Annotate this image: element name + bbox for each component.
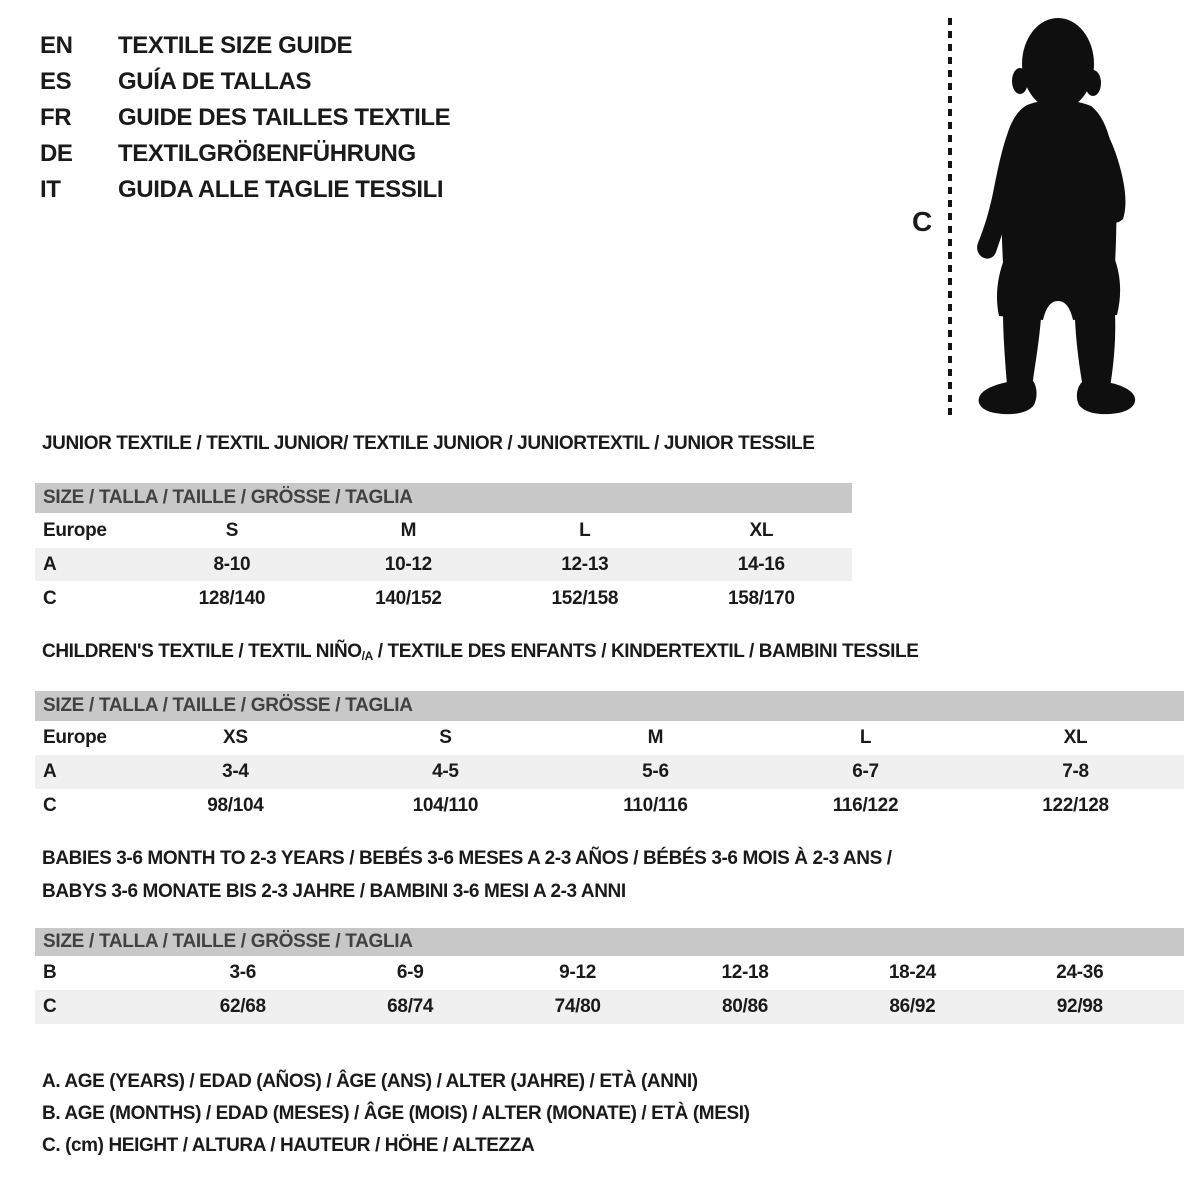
table-cell: 3-4 <box>222 761 249 782</box>
table-cell: 3-6 <box>229 962 257 983</box>
babies-section-title-line2: BABYS 3-6 MONATE BIS 2-3 JAHRE / BAMBINI 3-6 MESI A 2-3 ANNI <box>42 881 626 902</box>
table-cell: 4-5 <box>432 761 459 782</box>
toddler-silhouette-icon <box>965 15 1143 420</box>
table-cell: 74/80 <box>554 996 601 1017</box>
table-cell: 24-36 <box>1056 962 1104 983</box>
table-cell: 12-13 <box>561 553 609 575</box>
table-cell: 18-24 <box>888 962 936 983</box>
table-row <box>35 789 1184 823</box>
language-code: ES <box>40 68 72 95</box>
table-cell: 110/116 <box>623 795 688 816</box>
language-title: GUIDA ALLE TAGLIE TESSILI <box>118 176 444 203</box>
table-cell: L <box>859 727 872 748</box>
row-label: A <box>43 761 57 782</box>
table-cell: 140/152 <box>375 587 442 609</box>
language-row <box>40 64 450 100</box>
table-cell: 6-7 <box>852 761 879 782</box>
language-title: TEXTILE SIZE GUIDE <box>118 32 353 59</box>
language-row <box>40 100 450 136</box>
row-label: C <box>43 587 57 609</box>
table-cell: 62/68 <box>219 996 266 1017</box>
table-cell: 80/86 <box>721 996 769 1017</box>
table-row <box>35 990 1184 1024</box>
table-cell: 122/128 <box>1042 795 1109 816</box>
junior-section-title: JUNIOR TEXTILE / TEXTIL JUNIOR/ TEXTILE JUNIOR / JUNIORTEXTIL / JUNIOR TESSILE <box>42 433 815 454</box>
table-cell: XS <box>223 727 248 748</box>
table-cell: 128/140 <box>198 587 266 609</box>
height-dashed-line <box>948 18 952 418</box>
children-title-suffix: / TEXTILE DES ENFANTS / KINDERTEXTIL / BAMBINI TESSILE <box>372 641 919 662</box>
table-cell: M <box>647 727 664 748</box>
table-cell: 6-9 <box>396 962 424 983</box>
row-label: Europe <box>43 727 107 748</box>
language-title: GUÍA DE TALLAS <box>118 68 312 95</box>
table-cell: 10-12 <box>384 553 432 575</box>
table-cell: 9-12 <box>559 962 596 983</box>
language-row <box>40 172 450 208</box>
row-label: C <box>43 996 57 1017</box>
table-cell: 98/104 <box>207 795 264 816</box>
footnote-b: B. AGE (MONTHS) / EDAD (MESES) / ÂGE (MOIS) / ALTER (MONATE) / ETÀ (MESI) <box>42 1103 750 1124</box>
table-cell: 116/122 <box>832 795 899 816</box>
table-cell: 14-16 <box>737 553 785 575</box>
table-cell: S <box>439 727 452 748</box>
children-title-prefix: CHILDREN'S TEXTILE / TEXTIL NIÑO <box>42 641 362 662</box>
table-cell: 152/158 <box>551 587 619 609</box>
language-code: IT <box>40 176 61 203</box>
language-code: DE <box>40 140 73 167</box>
babies-section-title-line1: BABIES 3-6 MONTH TO 2-3 YEARS / BEBÉS 3-6 MESES A 2-3 AÑOS / BÉBÉS 3-6 MOIS À 2-3 ANS / <box>42 848 892 869</box>
row-label: A <box>43 553 57 575</box>
children-section-title <box>42 641 918 663</box>
height-label-c: C <box>912 206 933 237</box>
table-cell: 5-6 <box>642 761 669 782</box>
language-title: GUIDE DES TAILLES TEXTILE <box>118 104 451 131</box>
language-row <box>40 136 450 172</box>
table-row <box>35 956 1184 990</box>
table-row <box>35 513 852 548</box>
table-row <box>35 721 1184 755</box>
language-row <box>40 28 450 64</box>
table-cell: S <box>225 519 239 541</box>
table-cell: 68/74 <box>387 996 434 1017</box>
size-header-band: SIZE / TALLA / TAILLE / GRÖSSE / TAGLIA <box>35 928 1184 956</box>
language-code: FR <box>40 104 72 131</box>
table-cell: 92/98 <box>1056 996 1103 1017</box>
children-size-table <box>35 691 1184 823</box>
table-cell: 12-18 <box>721 962 769 983</box>
footnote-c: C. (cm) HEIGHT / ALTURA / HAUTEUR / HÖHE / ALTEZZA <box>42 1135 535 1156</box>
row-label: Europe <box>43 519 107 541</box>
babies-size-table <box>35 928 1184 1024</box>
table-row <box>35 581 852 616</box>
table-cell: M <box>400 519 417 541</box>
language-list <box>40 28 450 208</box>
table-cell: 7-8 <box>1062 761 1089 782</box>
language-code: EN <box>40 32 73 59</box>
size-header-band: SIZE / TALLA / TAILLE / GRÖSSE / TAGLIA <box>35 691 1184 721</box>
junior-size-table <box>35 483 852 616</box>
size-header-band: SIZE / TALLA / TAILLE / GRÖSSE / TAGLIA <box>35 483 852 513</box>
table-cell: 86/92 <box>889 996 936 1017</box>
table-cell: 158/170 <box>728 587 795 609</box>
language-title: TEXTILGRÖßENFÜHRUNG <box>118 140 416 167</box>
table-cell: 8-10 <box>213 553 251 575</box>
table-cell: XL <box>749 519 774 541</box>
row-label: C <box>43 795 57 816</box>
row-label: B <box>43 962 57 983</box>
table-cell: L <box>579 519 591 541</box>
table-cell: XL <box>1063 727 1088 748</box>
table-row <box>35 755 1184 789</box>
table-cell: 104/110 <box>412 795 479 816</box>
footnote-a: A. AGE (YEARS) / EDAD (AÑOS) / ÂGE (ANS) / ALTER (JAHRE) / ETÀ (ANNI) <box>42 1071 698 1092</box>
children-title-sub: /A <box>361 649 373 663</box>
table-row <box>35 548 852 581</box>
